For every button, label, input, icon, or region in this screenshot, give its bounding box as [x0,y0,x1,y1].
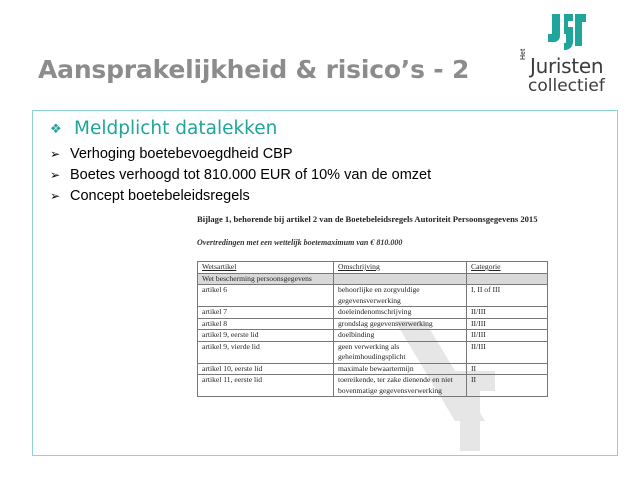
article-cell: artikel 8 [198,318,334,330]
arrow-bullet-icon: ➢ [50,147,61,161]
category-cell: II/III [467,307,548,319]
table-row [198,375,548,397]
table-row [198,363,548,375]
document-excerpt [190,211,560,453]
category-cell: II [467,375,548,397]
table-row [198,318,548,330]
description-cell: toereikende, ter zake dienende en niet bovenmatige gegevensverwerking [334,375,467,397]
table-row [198,330,548,342]
column-header-wetsartikel: Wetsartikel [198,262,334,274]
description-cell: grondslag gegevensverwerking [334,318,467,330]
description-cell: geen verwerking als geheimhoudingsplicht [334,341,467,363]
description-cell: doelbinding [334,330,467,342]
table-header-row [198,262,548,274]
article-cell: artikel 6 [198,285,334,307]
juristen-collectief-logo [520,12,628,102]
table-row [198,307,548,319]
logo-collectief-text: collectief [528,76,605,96]
regulations-table [197,261,548,397]
article-cell: artikel 11, eerste lid [198,375,334,397]
category-cell: II/III [467,318,548,330]
bullet-item [50,188,431,209]
description-cell: maximale bewaartermijn [334,363,467,375]
article-cell: artikel 10, eerste lid [198,363,334,375]
article-cell: artikel 7 [198,307,334,319]
article-cell: artikel 9, eerste lid [198,330,334,342]
document-subtitle: Overtredingen met een wettelijk boetemaximum van € 810.000 [197,238,403,247]
arrow-bullet-icon: ➢ [50,168,61,182]
column-header-categorie: Categorie [467,262,548,274]
diamond-bullet-icon: ❖ [50,120,62,136]
bullet-item [50,167,431,188]
slide-title: Aansprakelijkheid & risico’s - 2 [38,55,470,84]
description-cell: behoorlijke en zorgvuldige gegevensverwerking [334,285,467,307]
article-cell: artikel 9, vierde lid [198,341,334,363]
category-cell: II [467,363,548,375]
logo-het-text: Het [520,48,527,60]
description-cell: doeleindenomschrijving [334,307,467,319]
bullet-text: Boetes verhoogd tot 810.000 EUR of 10% van de omzet [70,167,432,183]
section-heading [50,118,277,139]
category-cell: II/III [467,330,548,342]
bullet-text: Verhoging boetebevoegdheid CBP [70,146,293,162]
table-row [198,341,548,363]
bullet-list [50,146,431,209]
category-cell: I, II of III [467,285,548,307]
arrow-bullet-icon: ➢ [50,189,61,203]
table-row [198,285,548,307]
logo-juristen-text: Juristen [530,54,604,78]
heading-text: Meldplicht datalekken [74,118,278,139]
section-label: Wet bescherming persoonsgegevens [198,273,334,285]
bullet-item [50,146,431,167]
logo-mark-icon [546,12,588,58]
document-title: Bijlage 1, behorende bij artikel 2 van de Boetebeleidsregels Autoriteit Persoonsgegevens 2015 [197,214,538,224]
category-cell: II/III [467,341,548,363]
table-section-row [198,273,548,285]
bullet-text: Concept boetebeleidsregels [70,188,250,204]
column-header-omschrijving: Omschrijving [334,262,467,274]
